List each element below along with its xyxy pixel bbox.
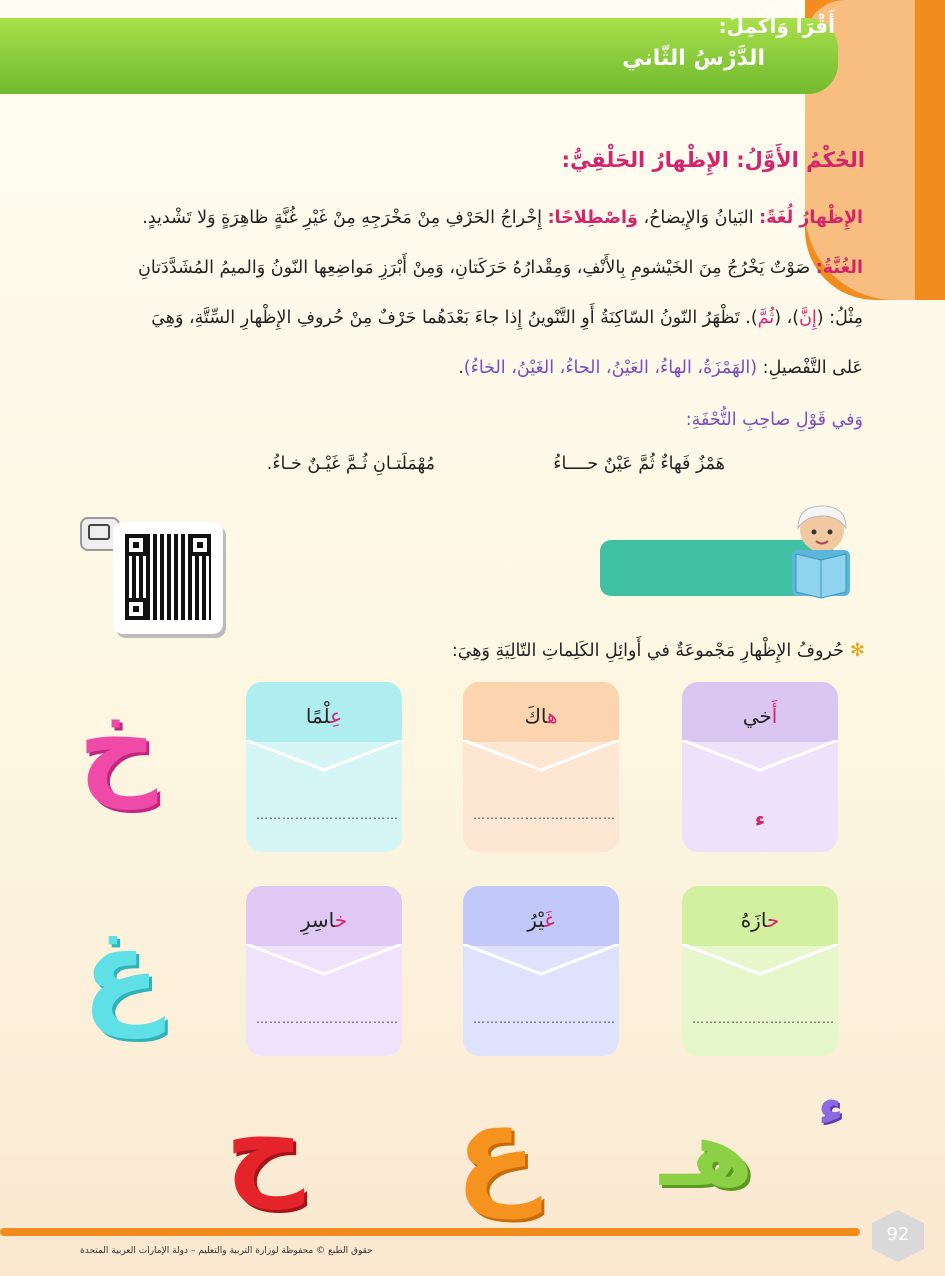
answer-blank[interactable]: ……………………………: [473, 1012, 616, 1026]
instruction-line: [452, 640, 865, 661]
banner-title: أَقْرَأُ وَأُكْمِلُ:: [718, 14, 835, 38]
answer-blank[interactable]: ……………………………: [692, 1012, 835, 1026]
letter-ghain-decoration: غ: [82, 905, 161, 1039]
tuhfa-title: وَفي قَوْلِ صاحِبِ التُّحْفَةِ:: [685, 410, 863, 430]
letters-list: (الهَمْزَةُ، الهاءُ، العَيْنُ، الحاءُ، الغَيْنُ، الخاءُ): [463, 358, 758, 378]
page-number: 92: [886, 1224, 910, 1245]
definition-line-4: [63, 358, 863, 378]
card-word: حازَهُ: [740, 908, 780, 932]
letter-card-ghain: [463, 886, 619, 1056]
term-label: الغُنَّةُ:: [815, 258, 863, 278]
letter-card-kha: [246, 886, 402, 1056]
letter-hamza-decoration: ء: [818, 1078, 844, 1136]
letter-card-ain: [246, 682, 402, 852]
card-word: خاسِرِ: [300, 908, 348, 932]
verse-right: هَمْزٌ فَهاءٌ ثُمَّ عَيْنٌ حــــاءُ: [553, 454, 725, 474]
letter-kha-decoration: خ: [78, 681, 158, 809]
letter-card-ha: [463, 682, 619, 852]
instruction-text: حُروفُ الإِظْهارِ مَجْموعَةٌ في أَوائِلِ الكَلِماتِ التّالِيَةِ وَهِيَ:: [451, 641, 844, 661]
letter-ain-decoration: ع: [455, 1080, 537, 1219]
definition-line-2: [63, 258, 863, 278]
boy-reading-icon: [782, 500, 860, 600]
letter-haa-decoration: ح: [225, 1081, 305, 1209]
card-word: هاكَ: [524, 704, 558, 728]
qr-finder-icon: [189, 534, 211, 556]
term-label: الإِظْهارُ لُغَةً:: [759, 208, 863, 228]
footer-rule: [0, 1228, 860, 1236]
definition-text: البَيانُ وَالإِيضاحُ،: [637, 208, 760, 228]
text-fragment: ). تَظْهَرُ النّونُ السّاكِنَةُ أَوِ التَّنْوينُ إِذا جاءَ بَعْدَهُما حَرْفٌ مِنْ حُروفِ الإِظْهارِ السِّتَّةِ، وَهِيَ: [151, 308, 758, 328]
letter-ha-decoration: هـ: [660, 1102, 754, 1207]
definition-text: إِخْراجُ الحَرْفِ مِنْ مَخْرَجِهِ مِنْ غَيْرِ غُنَّةٍ ظاهِرَةٍ وَلا تَشْديدٍ.: [142, 208, 548, 228]
copyright-text: حقوق الطبع © محفوظة لوزارة التربية والتعليم – دولة الإمارات العربية المتحدة: [80, 1246, 373, 1256]
text-fragment: عَلى التَّفْصيلِ:: [757, 358, 863, 378]
text-fragment: مِثْلُ: (: [816, 308, 863, 328]
star-bullet-icon: ✻: [849, 640, 865, 661]
answer-blank[interactable]: ……………………………: [473, 808, 616, 822]
rule-title: الحُكْمُ الأَوَّلُ: الإِظْهارُ الحَلْقِيُّ:: [561, 148, 865, 172]
qr-code[interactable]: [113, 522, 223, 634]
card-answer: ء: [754, 807, 766, 831]
definition-line-1: [63, 208, 863, 228]
letter-card-hamza: [682, 682, 838, 852]
term-label: وَاصْطِلاحًا:: [547, 208, 638, 228]
answer-blank[interactable]: ……………………………: [256, 808, 399, 822]
example-word: إِنَّ: [799, 308, 817, 328]
qr-finder-icon: [125, 598, 147, 620]
card-word: أَخي: [742, 704, 778, 728]
example-word: ثُمَّ: [757, 308, 775, 328]
definition-line-3: [63, 308, 863, 328]
card-word: عِلْمًا: [305, 704, 343, 728]
text-fragment: )، (: [774, 308, 800, 328]
qr-finder-icon: [125, 534, 147, 556]
verse-left: مُهْمَلَتـانِ ثُـمَّ غَيْـنٌ خـاءُ.: [266, 454, 435, 474]
definition-text: صَوْتٌ يَخْرُجُ مِنَ الخَيْشومِ بِالأَنْفِ، وَمِقْدارُهُ حَرَكَتانِ، وَمِنْ أَبْرَزِ مَواضِعِها النّونُ وَالميمُ المُشَدَّدَتانِ: [137, 258, 816, 278]
answer-blank[interactable]: ……………………………: [256, 1012, 399, 1026]
card-word: غَيْرُ: [527, 908, 555, 932]
lesson-title: الدَّرْسُ الثّاني: [622, 46, 765, 71]
letter-card-haa: [682, 886, 838, 1056]
text-fragment: .: [458, 358, 464, 378]
